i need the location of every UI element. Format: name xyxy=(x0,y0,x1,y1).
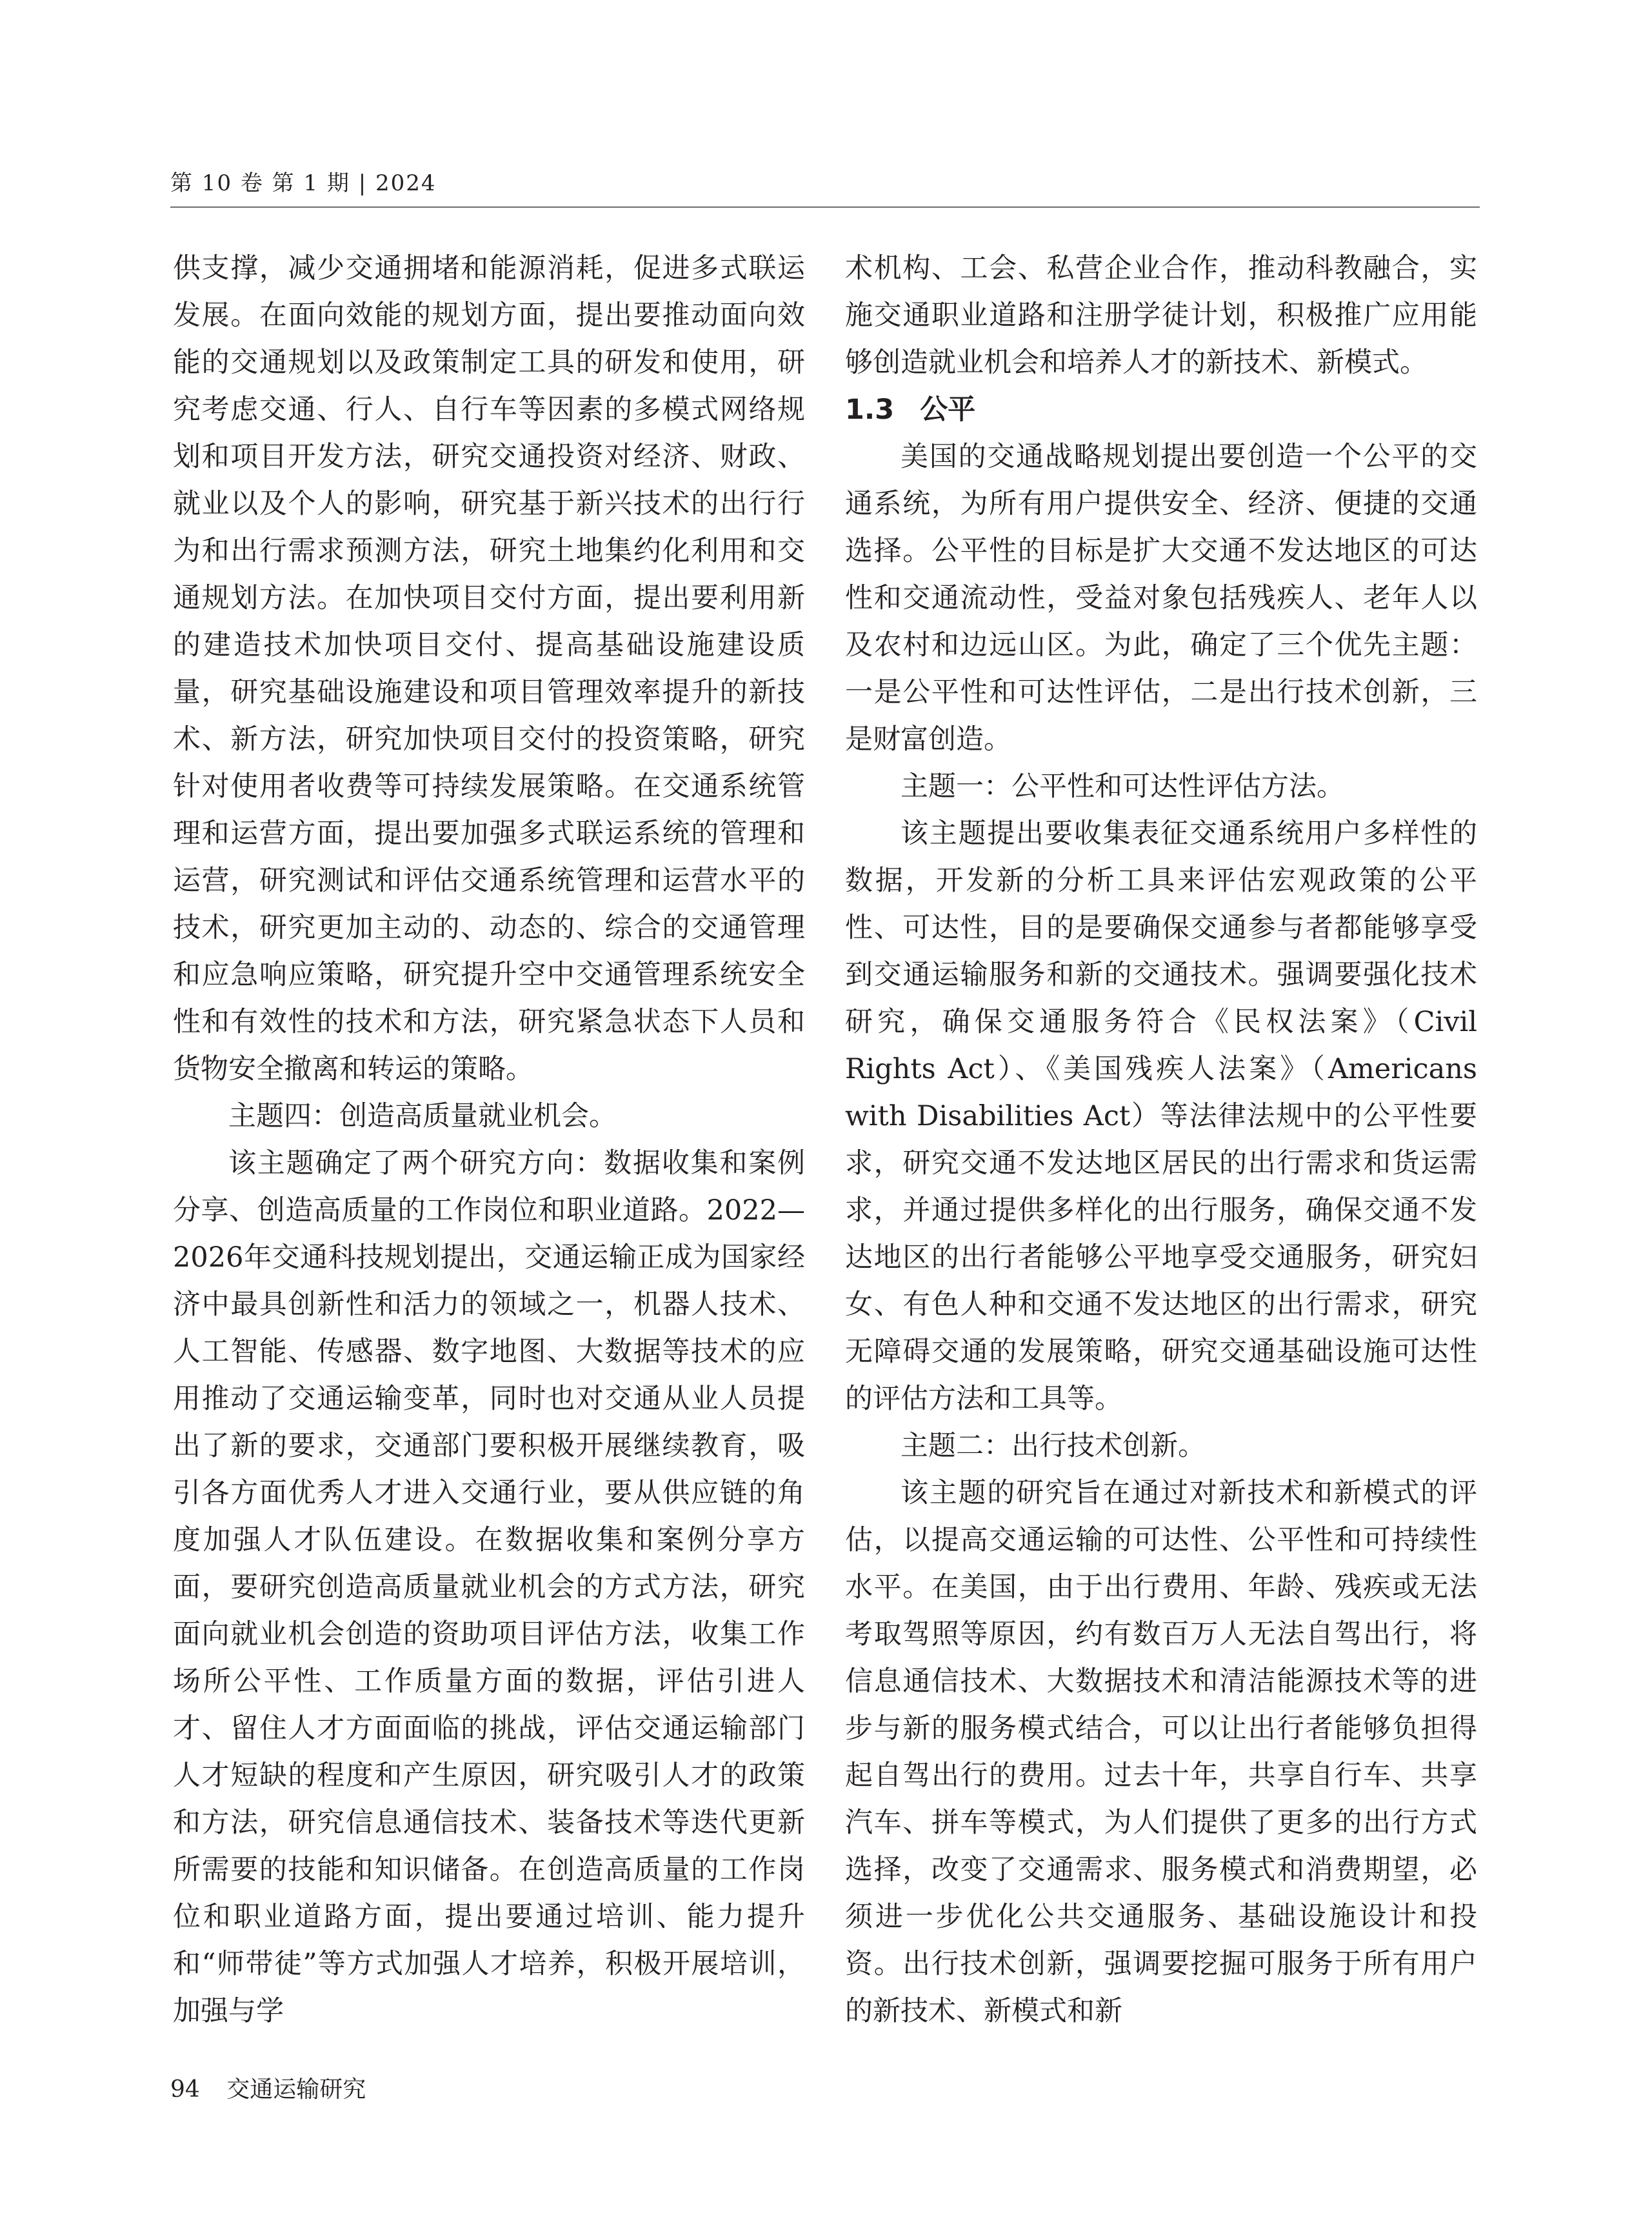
header-rule xyxy=(170,206,1480,208)
paragraph: 该主题提出要收集表征交通系统用户多样性的数据，开发新的分析工具来评估宏观政策的公平性、可达性，目的是要确保交通参与者都能够享受到交通运输服务和新的交通技术。强调要强化技术研究，确保交通服务符合《民权法案》（Civil Rights Act）、《美国残疾人法案》（Americans with Disabilities Act）等法律法规中的公平性要求，研究交通不发达地区居民的出行需求和货运需求，并通过提供多样化的出行服务，确保交通不发达地区的出行者能够公平地享受交通服务，研究妇女、有色人种和交通不发达地区的出行需求，研究无障碍交通的发展策略，研究交通基础设施可达性的评估方法和工具等。 xyxy=(845,817,1477,1415)
paragraph: 术机构、工会、私营企业合作，推动科教融合，实施交通职业道路和注册学徒计划，积极推广应用能够创造就业机会和培养人才的新技术、新模式。 xyxy=(845,252,1477,379)
section-title: 公平 xyxy=(920,394,976,426)
page-footer xyxy=(170,2071,366,2104)
paragraph: 该主题的研究旨在通过对新技术和新模式的评估，以提高交通运输的可达性、公平性和可持续性水平。在美国，由于出行费用、年龄、残疾或无法考取驾照等原因，约有数百万人无法自驾出行，将信息通信技术、大数据技术和清洁能源技术等的进步与新的服务模式结合，可以让出行者能够负担得起自驾出行的费用。过去十年，共享自行车、共享汽车、拼车等模式，为人们提供了更多的出行方式选择，改变了交通需求、服务模式和消费期望，必须进一步优化公共交通服务、基础设施设计和投资。出行技术创新，强调要挖掘可服务于所有用户的新技术、新模式和新 xyxy=(845,1477,1477,2027)
paragraph: 该主题确定了两个研究方向：数据收集和案例分享、创造高质量的工作岗位和职业道路。2022—2026年交通科技规划提出，交通运输正成为国家经济中最具创新性和活力的领域之一，机器人技术、人工智能、传感器、数字地图、大数据等技术的应用推动了交通运输变革，同时也对交通从业人员提出了新的要求，交通部门要积极开展继续教育，吸引各方面优秀人才进入交通行业，要从供应链的角度加强人才队伍建设。在数据收集和案例分享方面，要研究创造高质量就业机会的方式方法，研究面向就业机会创造的资助项目评估方法，收集工作场所公平性、工作质量方面的数据，评估引进人才、留住人才方面面临的挑战，评估交通运输部门人才短缺的程度和产生原因，研究吸引人才的政策和方法，研究信息通信技术、装备技术等迭代更新所需要的技能和知识储备。在创造高质量的工作岗位和职业道路方面，提出要通过培训、能力提升和“师带徒”等方式加强人才培养，积极开展培训，加强与学 xyxy=(173,1147,805,2027)
paragraph: 供支撑，减少交通拥堵和能源消耗，促进多式联运发展。在面向效能的规划方面，提出要推动面向效能的交通规划以及政策制定工具的研发和使用，研究考虑交通、行人、自行车等因素的多模式网络规划和项目开发方法，研究交通投资对经济、财政、就业以及个人的影响，研究基于新兴技术的出行行为和出行需求预测方法，研究土地集约化利用和交通规划方法。在加快项目交付方面，提出要利用新的建造技术加快项目交付、提高基础设施建设质量，研究基础设施建设和项目管理效率提升的新技术、新方法，研究加快项目交付的投资策略，研究针对使用者收费等可持续发展策略。在交通系统管理和运营方面，提出要加强多式联运系统的管理和运营，研究测试和评估交通系统管理和运营水平的技术，研究更加主动的、动态的、综合的交通管理和应急响应策略，研究提升空中交通管理系统安全性和有效性的技术和方法，研究紧急状态下人员和货物安全撤离和转运的策略。 xyxy=(173,252,805,1085)
theme-heading: 主题四：创造高质量就业机会。 xyxy=(228,1100,617,1132)
page-number: 94 xyxy=(170,2076,200,2103)
paragraph: 美国的交通战略规划提出要创造一个公平的交通系统，为所有用户提供安全、经济、便捷的交通选择。公平性的目标是扩大交通不发达地区的可达性和交通流动性，受益对象包括残疾人、老年人以及农村和边远山区。为此，确定了三个优先主题：一是公平性和可达性评估，二是出行技术创新，三是财富创造。 xyxy=(845,441,1477,756)
left-column xyxy=(173,245,805,2035)
journal-name: 交通运输研究 xyxy=(226,2076,366,2103)
theme-heading: 主题二：出行技术创新。 xyxy=(901,1430,1206,1462)
theme-heading: 主题一：公平性和可达性评估方法。 xyxy=(901,770,1344,803)
running-head: 第 10 卷 第 1 期 | 2024 xyxy=(170,170,437,196)
section-number: 1.3 xyxy=(845,394,895,426)
section-heading xyxy=(845,386,1477,434)
right-column xyxy=(845,245,1477,2035)
